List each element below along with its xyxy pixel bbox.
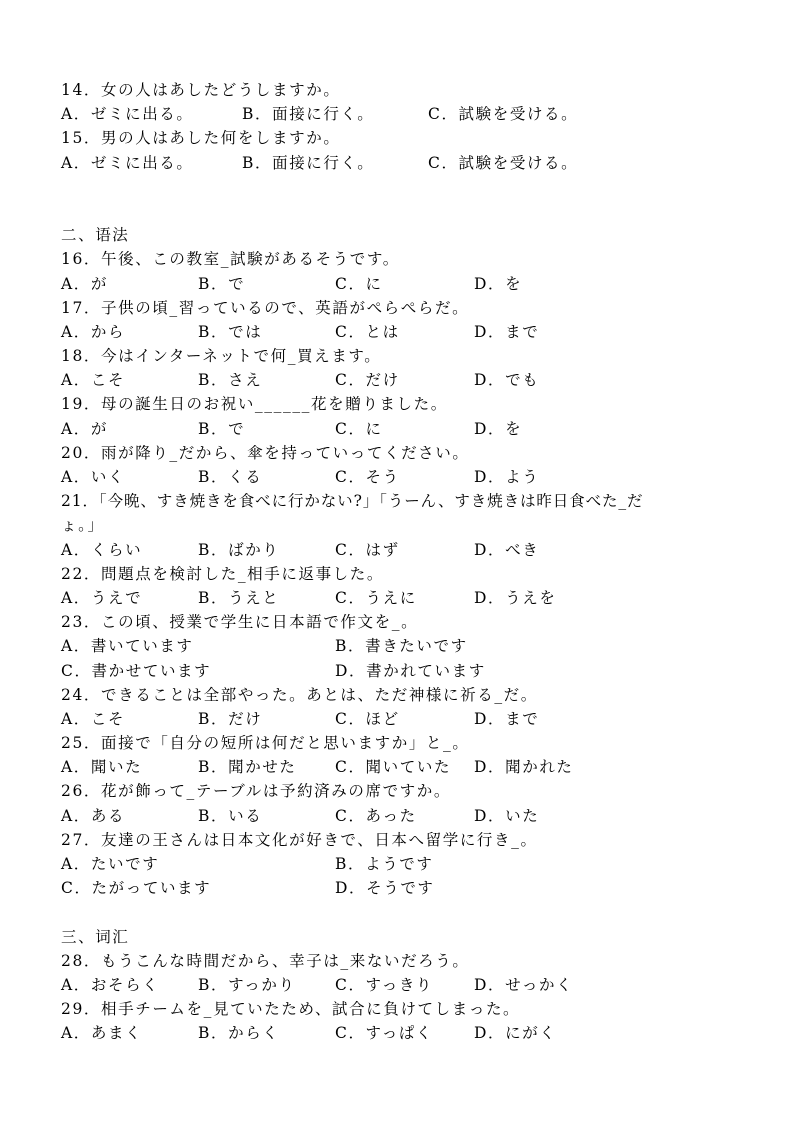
exam-sheet	[61, 78, 761, 1046]
option-a: A．うえで	[61, 588, 143, 607]
options-26	[61, 804, 761, 828]
option-b: B．聞かせた	[198, 758, 297, 777]
options-17	[61, 320, 761, 344]
option-d: D．書かれています	[335, 661, 486, 680]
option-d: D．を	[474, 419, 523, 438]
option-a: A．たいです	[61, 855, 160, 873]
option-a: A．あまく	[61, 1024, 143, 1043]
option-a: A．ゼミに出る。	[61, 153, 194, 172]
option-a: A．書いています	[61, 637, 194, 656]
question-15: 15．男の人はあした何をしますか。	[61, 129, 341, 148]
options-20	[61, 465, 761, 489]
question-24: 24．できることは全部やった。あとは、ただ神様に祈る_だ。	[61, 685, 538, 704]
options-29	[61, 1021, 761, 1045]
option-c: C．試験を受ける。	[428, 153, 579, 172]
option-b: B．で	[198, 419, 246, 438]
option-b: B．うえと	[198, 588, 280, 607]
question-14: 14．女の人はあしたどうしますか。	[61, 81, 341, 99]
option-d: D．を	[474, 274, 523, 293]
option-a: A．ある	[61, 806, 126, 825]
section-heading-vocab: 三、词汇	[61, 927, 130, 946]
option-a: A．から	[61, 322, 126, 341]
options-27-row-1	[61, 852, 761, 876]
option-c: C．あった	[335, 806, 417, 825]
options-18	[61, 368, 761, 392]
options-23-row-2	[61, 659, 761, 683]
option-a: A．ゼミに出る。	[61, 105, 194, 124]
option-a: A．が	[61, 419, 108, 438]
option-a: A．くらい	[61, 540, 143, 559]
option-d: D．にがく	[474, 1024, 557, 1043]
question-23: 23．この頃、授業で学生に日本語で作文を_。	[61, 613, 419, 632]
option-c: C．うえに	[335, 588, 417, 607]
option-c: C．ほど	[335, 709, 400, 728]
option-c: C．だけ	[335, 371, 400, 390]
option-b: B．ばかり	[198, 540, 280, 559]
options-23-row-1	[61, 634, 761, 658]
question-20: 20．雨が降り_だから、傘を持っていってください。	[61, 443, 470, 462]
option-a: A．聞いた	[61, 758, 143, 777]
option-d: D．べき	[474, 540, 540, 559]
options-21	[61, 538, 761, 562]
options-19	[61, 417, 761, 441]
options-28	[61, 973, 761, 997]
question-21-continued: ょ。」	[61, 516, 105, 535]
options-25	[61, 755, 761, 779]
options-27-row-2	[61, 876, 761, 900]
options-22	[61, 586, 761, 610]
option-b: B．面接に行く。	[242, 153, 375, 172]
option-b: B．ようです	[335, 855, 434, 873]
option-b: B．いる	[198, 806, 263, 825]
option-c: C．すっきり	[335, 975, 434, 994]
option-d: D．聞かれた	[474, 758, 574, 777]
option-c: C．はず	[335, 540, 400, 559]
options-16	[61, 272, 761, 296]
option-d: D．よう	[474, 468, 540, 486]
option-c: C．書かせています	[61, 661, 212, 680]
option-c: C．とは	[335, 322, 400, 341]
option-d: D．まで	[474, 709, 540, 728]
question-26: 26．花が飾って_テーブルは予約済みの席ですか。	[61, 782, 451, 801]
option-c: C．試験を受ける。	[428, 105, 579, 124]
question-28: 28．もうこんな時間だから、幸子は_来ないだろう。	[61, 951, 470, 970]
option-c: C．すっぱく	[335, 1024, 434, 1043]
option-c: C．に	[335, 274, 383, 293]
option-b: B．さえ	[198, 371, 263, 390]
options-24	[61, 707, 761, 731]
option-c: C．に	[335, 419, 383, 438]
option-b: B．で	[198, 274, 246, 293]
options-14	[61, 102, 761, 126]
option-a: A．おそらく	[61, 975, 160, 994]
option-b: B．からく	[198, 1024, 280, 1043]
option-b: B．面接に行く。	[242, 105, 375, 124]
option-b: B．だけ	[198, 709, 263, 728]
option-d: D．いた	[474, 806, 540, 825]
option-a: A．が	[61, 274, 108, 293]
option-d: D．せっかく	[474, 975, 574, 994]
option-b: B．すっかり	[198, 975, 296, 994]
question-21: 21．「今晩、すき焼きを食べに行かない?」「うーん、すき焼きは昨日食べた_だ	[61, 492, 644, 511]
option-a: A．いく	[61, 468, 126, 486]
question-25: 25．面接で「自分の短所は何だと思いますか」と_。	[61, 734, 470, 753]
option-c: C．たがっています	[61, 879, 212, 898]
option-b: B．では	[198, 322, 263, 341]
option-d: D．そうです	[335, 879, 435, 898]
option-d: D．うえを	[474, 588, 557, 607]
option-c: C．そう	[335, 468, 400, 486]
option-a: A．こそ	[61, 709, 126, 728]
question-27: 27．友達の王さんは日本文化が好きで、日本へ留学に行き_。	[61, 830, 538, 849]
question-29: 29．相手チームを_見ていたため、試合に負けてしまった。	[61, 1000, 521, 1019]
question-19: 19．母の誕生日のお祝い______花を贈りました。	[61, 395, 448, 414]
question-22: 22．問題点を検討した_相手に返事した。	[61, 564, 384, 583]
question-18: 18．今はインターネットで何_買えます。	[61, 347, 382, 366]
option-a: A．こそ	[61, 371, 126, 390]
option-d: D．まで	[474, 322, 540, 341]
option-d: D．でも	[474, 371, 540, 390]
section-heading-grammar: 二、语法	[61, 226, 130, 245]
option-c: C．聞いていた	[335, 758, 452, 777]
question-16: 16．午後、この教室_試験があるそうです。	[61, 250, 400, 269]
question-17: 17．子供の頃_習っているので、英語がぺらぺらだ。	[61, 298, 470, 317]
options-15	[61, 151, 761, 175]
option-b: B．くる	[198, 468, 263, 486]
option-b: B．書きたいです	[335, 637, 468, 656]
